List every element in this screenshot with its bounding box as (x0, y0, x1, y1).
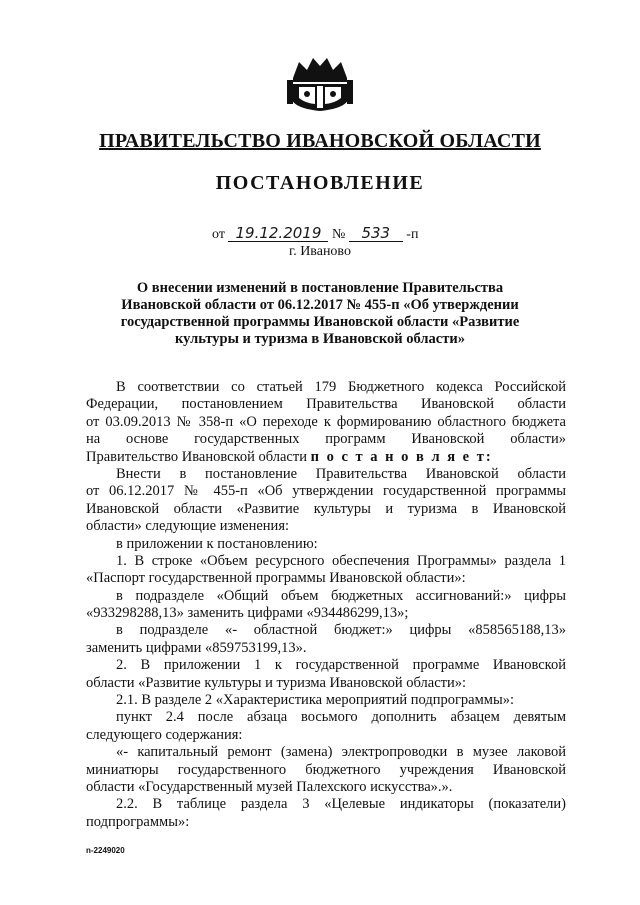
body-line: заменить цифрами «859753199,13». (86, 639, 307, 656)
body-line (86, 449, 566, 466)
document-type-title: ПОСТАНОВЛЕНИЕ (215, 172, 425, 194)
resolves-word: п о с т а н о в л я е т: (310, 448, 493, 465)
body-line: в приложении к постановлению: (116, 535, 318, 552)
handwritten-number: 533 (349, 226, 403, 242)
body-line: «933298288,13» заменить цифрами «934486299,13»; (86, 605, 409, 622)
body-line: области» следующие изменения: (86, 518, 290, 535)
number-label: № (331, 227, 346, 242)
coat-of-arms-ivanovo-icon (285, 56, 355, 112)
body-line: в подразделе «Общий объем бюджетных ассигнований:» цифры (116, 587, 566, 604)
body-line: области «Государственный музей Палехского искусства».». (86, 778, 453, 795)
body-line: Внести в постановление Правительства Ивановской области (116, 465, 566, 482)
body-line: 2.1. В разделе 2 «Характеристика мероприятий подпрограммы»: (116, 692, 514, 709)
subject-line: культуры и туризма в Ивановской области» (175, 331, 465, 347)
body-line-text: Правительство Ивановской области (86, 448, 307, 465)
body-line: пункт 2.4 после абзаца восьмого дополнить абзацем девятым (116, 709, 566, 726)
body-line: подпрограммы»: (86, 813, 190, 830)
subject-line: государственной программы Ивановской области «Развитие (120, 314, 520, 330)
from-label: от (212, 227, 225, 242)
body-line: «Паспорт государственной программы Ивановской области»: (86, 570, 466, 587)
government-title: ПРАВИТЕЛЬСТВО ИВАНОВСКОЙ ОБЛАСТИ (99, 130, 541, 152)
body-line: 2. В приложении 1 к государственной программе Ивановской (116, 657, 566, 674)
city-line: г. Иваново (289, 244, 351, 259)
body-line: следующего содержания: (86, 726, 243, 743)
body-line: В соответствии со статьей 179 Бюджетного кодекса Российской (116, 379, 566, 395)
document-subject (100, 280, 540, 348)
subject-line: О внесении изменений в постановление Правительства (136, 280, 504, 296)
body-line: Ивановской области «Развитие культуры и туризма в Ивановской (86, 500, 566, 517)
document-body (86, 379, 566, 831)
body-line: от 06.12.2017 № 455-п «Об утверждении государственной программы (86, 483, 566, 500)
body-line: области «Развитие культуры и туризма Ивановской области»: (86, 674, 467, 691)
body-line: «- капитальный ремонт (замена) электропроводки в музее лаковой (116, 744, 566, 761)
body-line: от 03.09.2013 № 358-п «О переходе к формированию областного бюджета (86, 413, 566, 430)
body-line: Федерации, постановлением Правительства Ивановской области (86, 396, 566, 413)
body-line: миниатюры государственного бюджетного учреждения Ивановской (86, 761, 566, 778)
subject-line: Ивановской области от 06.12.2017 № 455-п «Об утверждении (121, 297, 519, 313)
document-meta-line (212, 226, 418, 243)
body-line: на основе государственных программ Ивановской области» (86, 431, 566, 448)
body-line: 2.2. В таблице раздела 3 «Целевые индикаторы (показатели) (116, 796, 566, 813)
body-line: 1. В строке «Объем ресурсного обеспечения Программы» раздела 1 (116, 552, 566, 569)
document-code: n-2249020 (86, 846, 125, 855)
handwritten-date: 19.12.2019 (228, 226, 328, 242)
body-line: в подразделе «- областной бюджет:» цифры «858565188,13» (116, 622, 566, 639)
number-suffix: -п (406, 227, 419, 242)
